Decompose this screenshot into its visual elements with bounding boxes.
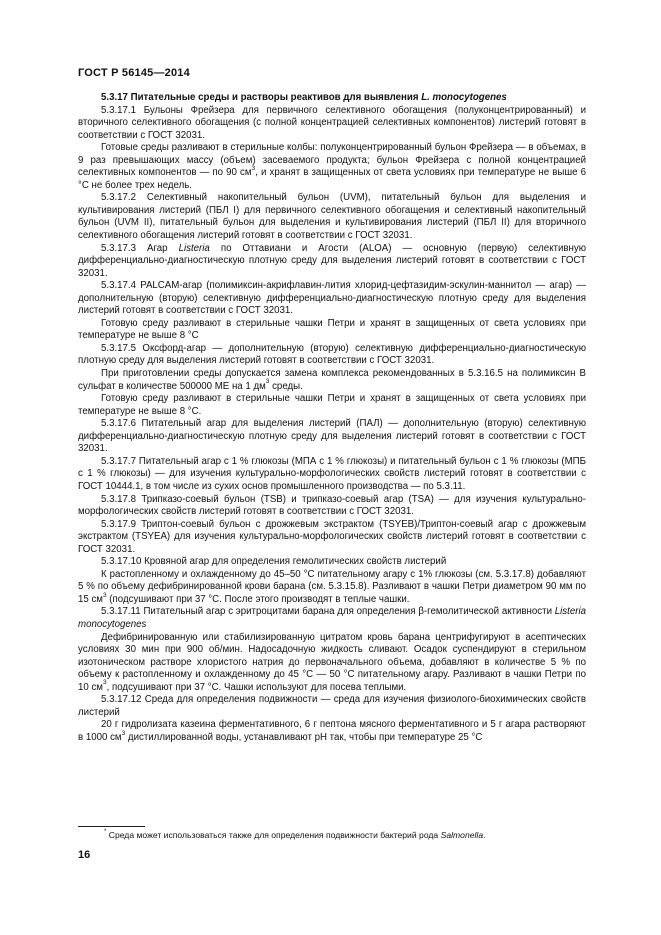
footnote: * Среда может использоваться также для определения подвижности бактерий рода Salmonella. xyxy=(104,829,486,840)
paragraph: К растопленному и охлажденному до 45–50 °С питательному агару с 1% глюкозы (см. 5.3.17.8) добавляют 5 % по объему дефибринированной крови барана (см. 5.3.15.8). Разливают в чашки Петри диаметром 90 мм по 15 $см^3$ (подсушивают при 37 °С. После этого производят в теплые чашки. xyxy=(78,568,586,605)
paragraph: 5.3.17.11 Питательный агар с эритроцитами барана для определения β-гемолитической активности Listeria monocytogenes xyxy=(78,606,586,630)
paragraph: Готовую среду разливают в стерильные чашки Петри и хранят в защищенных от света условиях при температуре не выше 8 °С xyxy=(78,317,586,342)
page-number: 16 xyxy=(78,849,91,861)
paragraph: 5.3.17.10 Кровяной агар для определения гемолитических свойств листерий xyxy=(101,556,447,568)
section-title: 5.3.17 Питательные среды и растворы реактивов для выявления L. monocytogenes xyxy=(101,92,507,103)
main-text xyxy=(78,92,586,744)
paragraph: 5.3.17.6 Питательный агар для выделения листерий (ПАЛ) — дополнительную (вторую) селективную дифференциально-диагностическую плотную среду для выделения листерий готовят в соответствии с ГОСТ 32031. xyxy=(78,418,586,455)
paragraph: 5.3.17.5 Оксфорд-агар — дополнительную (вторую) селективную дифференциально-диагностическую плотную среду для выделения листерий готовят в соответствии с ГОСТ 32031. xyxy=(78,342,586,367)
paragraph: Готовые среды разливают в стерильные колбы: полуконцентрированный бульон Фрейзера — в объемах, в 9 раз превышающих массу (объем) засеваемого продукта; бульон Фрейзера с полной концентрацией селективных компонентов — по 90 $см^3$, и хранят в защищенных от света условиях при температуре не выше 6 °С не более трех недель. xyxy=(78,142,586,191)
paragraph: 5.3.17.9 Триптон-соевый бульон с дрожжевым экстрактом (TSYEB)/Триптон-соевый агар с дрожжевым экстрактом (TSYEA) для изучения культурально-морфологических свойств листерий готовят в соответствии с ГОСТ 32031. xyxy=(78,518,586,555)
paragraph: 5.3.17.12 Среда для определения подвижности — среда для изучения физиолого-биохимических свойств листерий xyxy=(78,694,586,718)
paragraph: 5.3.17.7 Питательный агар с 1 % глюкозы (МПА с 1 % глюкозы) и питательный бульон с 1 % глюкозы (МПБ с 1 % глюкозы) — для изучения культурально-морфологических свойств листерий готовят в соответствии с ГОСТ 10444.1, в том числе из сухих основ промышленного производства — по 5.3.11. xyxy=(78,455,586,492)
paragraph: Готовую среду разливают в стерильные чашки Петри и хранят в защищенных от света условиях при температуре не выше 8 °С. xyxy=(78,393,586,417)
paragraph: При приготовлении среды допускается замена комплекса рекомендованных в 5.3.16.5 на полимиксин В сульфат в количестве 500000 МЕ на 1 $дм^3$ среды. xyxy=(78,368,586,392)
paragraph: Дефибринированную или стабилизированную цитратом кровь барана центрифугируют в асептических условиях 30 мин при 900 об/мин. Надосадочную жидкость сливают. Осадок суспендируют в стерильном изотоническом растворе хлористого натрия до первоначального объема, добавляют в количестве 5 % по объему к растопленному и охлажденному до 45 °С — 50 °С питательному агару. Разливают в чашки Петри по 10 $см^3$, подсушивают при 37 °С. Чашки используют для посева теплыми. xyxy=(78,631,586,693)
paragraph: 5.3.17.4 PALCAM-агар (полимиксин-акрифлавин-лития хлорид-цефтазидим-эскулин-маннитол — агар) — дополнительную (вторую) селективную дифференциально-диагностическую плотную среду для выделения листерий готовят в соответствии с ГОСТ 32031. xyxy=(78,280,586,317)
paragraph: 5.3.17.1 Бульоны Фрейзера для первичного селективного обогащения (полуконцентрированный) и вторичного селективного обогащения (с полной концентрацией селективных компонентов) листерий готовят в соответствии с ГОСТ 32031. xyxy=(78,104,586,141)
footnote-divider xyxy=(78,826,145,827)
paragraph: 5.3.17.2 Селективный накопительный бульон (UVM), питательный бульон для выделения и культивирования листерий (ПБЛ I) для первичного селективного обогащения и селективный накопительный бульон (UVM II), питательный бульон для выделения и культивирования листерий (ПБЛ II) для вторичного селективного обогащения листерий готовят в соответствии с ГОСТ 32031. xyxy=(78,192,586,242)
paragraph: 5.3.17.8 Трипказо-соевый бульон (TSB) и трипказо-соевый агар (TSA) — для изучения культурально-морфологических свойств листерий готовят в соответствии с ГОСТ 32031. xyxy=(78,493,586,518)
paragraph: 20 г гидролизата казеина ферментативного, 6 г пептона мясного ферментативного и 5 г агара растворяют в 1000 $см^3$ дистиллированной воды, устанавливают рН так, чтобы при температуре 25 °С xyxy=(78,719,586,743)
paragraph: 5.3.17.3 Агар Listeria по Оттавиани и Агости (ALOA) — основную (первую) селективную дифференциально-диагностическую плотную среду для выделения листерий готовят в соответствии с ГОСТ 32031. xyxy=(78,242,586,279)
document-header: ГОСТ Р 56145—2014 xyxy=(78,67,190,79)
